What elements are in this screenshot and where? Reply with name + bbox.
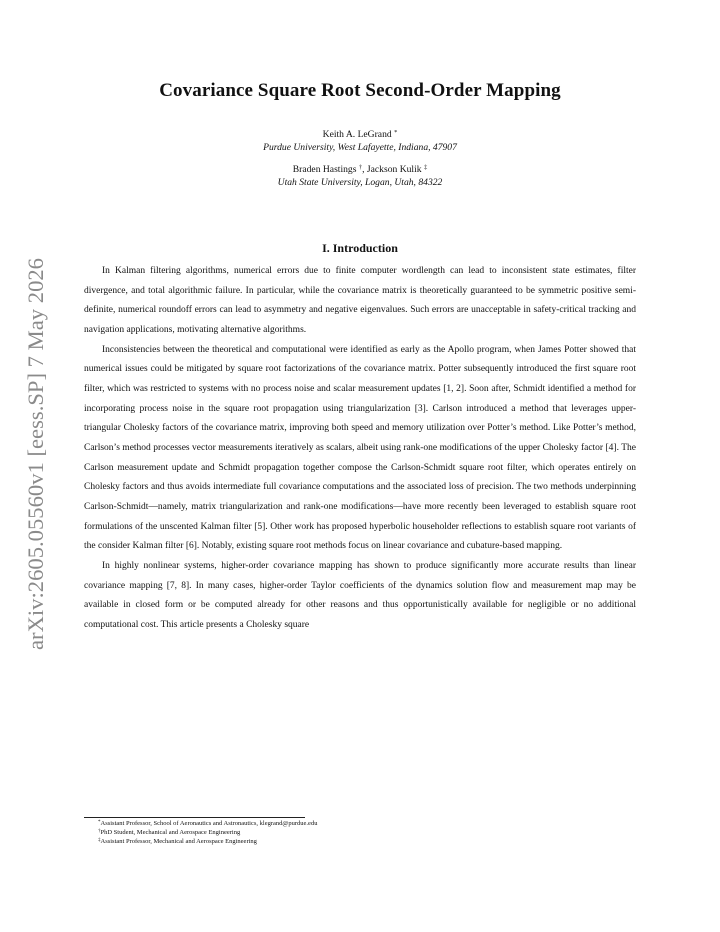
footnotes bbox=[84, 819, 644, 846]
author-line bbox=[0, 128, 720, 141]
footnote-mark: ‡ bbox=[98, 838, 101, 843]
paragraph: In Kalman filtering algorithms, numerical errors due to finite computer wordlength can lead to inconsistent state estimates, filter divergence, and total algorithmic failure. In particular, while the covariance matrix is theoretically guaranteed to be symmetric positive semi-definite, numerical roundoff errors can lead to asymmetry and negative eigenvalues. Such errors are unacceptable in safety-critical tracking and navigation applications, motivating alternative algorithms. bbox=[84, 266, 636, 335]
paper-title: Covariance Square Root Second-Order Mapping bbox=[159, 80, 561, 101]
paragraph: In highly nonlinear systems, higher-order covariance mapping has shown to produce significantly more accurate results than linear covariance mapping [7, 8]. In many cases, higher-order Taylor coefficients of the dynamics solution flow and measurement map may be available in closed form or be computed already for other reasons and thus opportunistically available for negligible or no additional computational cost. This article presents a Cholesky square bbox=[84, 560, 636, 630]
arxiv-watermark bbox=[20, 258, 50, 650]
author-group-2 bbox=[0, 163, 720, 189]
author-line: Braden Hastings †, Jackson Kulik ‡ bbox=[292, 164, 428, 175]
author-mark: * bbox=[394, 129, 398, 136]
paragraph: Inconsistencies between the theoretical and computational were identified as early as the Apollo program, when James Potter showed that numerical issues could be mitigated by square root factorizations of the covariance matrix. Potter subsequently introduced the first square root filter, which was restricted to systems with no process noise and scalar measurement updates [1, 2]. Soon after, Schmidt identified a method for incorporating process noise in the square root propagation using triangularization [3]. Carlson introduced a method that leverages upper-triangular Cholesky factors of the covariance matrix, improving both speed and memory utilization over Potter’s method. Like Potter’s method, Carlson’s method processes vector measurements iteratively as scalars, albeit using rank-one modifications of the upper Cholesky factor [4]. The Carlson measurement update and Schmidt propagation together compose the Carlson-Schmidt square root filter, which operates entirely on Cholesky factors and thus avoids intermediate full covariance computations and the associated loss of precision. The two methods underpinning Carlson-Schmidt—namely, matrix triangularization and rank-one modifications—have more recently been leveraged to establish square root formulations of the unscented Kalman filter [5]. Other work has proposed hyperbolic householder reflections to establish square root variants of the consider Kalman filter [6]. Notably, existing square root methods focus on linear covariance and cubature-based mapping. bbox=[84, 344, 636, 552]
footnote bbox=[98, 819, 644, 828]
author-block bbox=[0, 128, 720, 189]
footnote-text: PhD Student, Mechanical and Aerospace Engineering bbox=[100, 829, 241, 836]
author-mark: ‡ bbox=[423, 164, 428, 171]
arxiv-id-text: arXiv:2605.05560v1 [eess.SP] 7 May 2026 bbox=[23, 268, 48, 650]
affiliation: Utah State University, Logan, Utah, 84322 bbox=[277, 177, 443, 188]
footnote-mark: † bbox=[98, 829, 101, 834]
author-name: Jackson Kulik bbox=[366, 164, 422, 175]
affiliation: Purdue University, West Lafayette, Indiana, 47907 bbox=[263, 142, 457, 153]
footnote-divider bbox=[84, 817, 305, 818]
footnote bbox=[98, 828, 644, 837]
footnote-mark: * bbox=[98, 820, 101, 825]
section-heading: I. Introduction bbox=[322, 241, 398, 255]
body-text bbox=[84, 262, 636, 635]
author-name: Keith A. LeGrand bbox=[322, 129, 392, 140]
footnote bbox=[98, 837, 644, 846]
footnote-text: Assistant Professor, School of Aeronautics and Astronautics, klegrand@purdue.edu bbox=[100, 820, 318, 827]
footnote-text: Assistant Professor, Mechanical and Aerospace Engineering bbox=[100, 838, 257, 845]
author-group-1 bbox=[0, 128, 720, 154]
author-name: Braden Hastings bbox=[292, 164, 357, 175]
author-mark: † bbox=[358, 164, 363, 171]
